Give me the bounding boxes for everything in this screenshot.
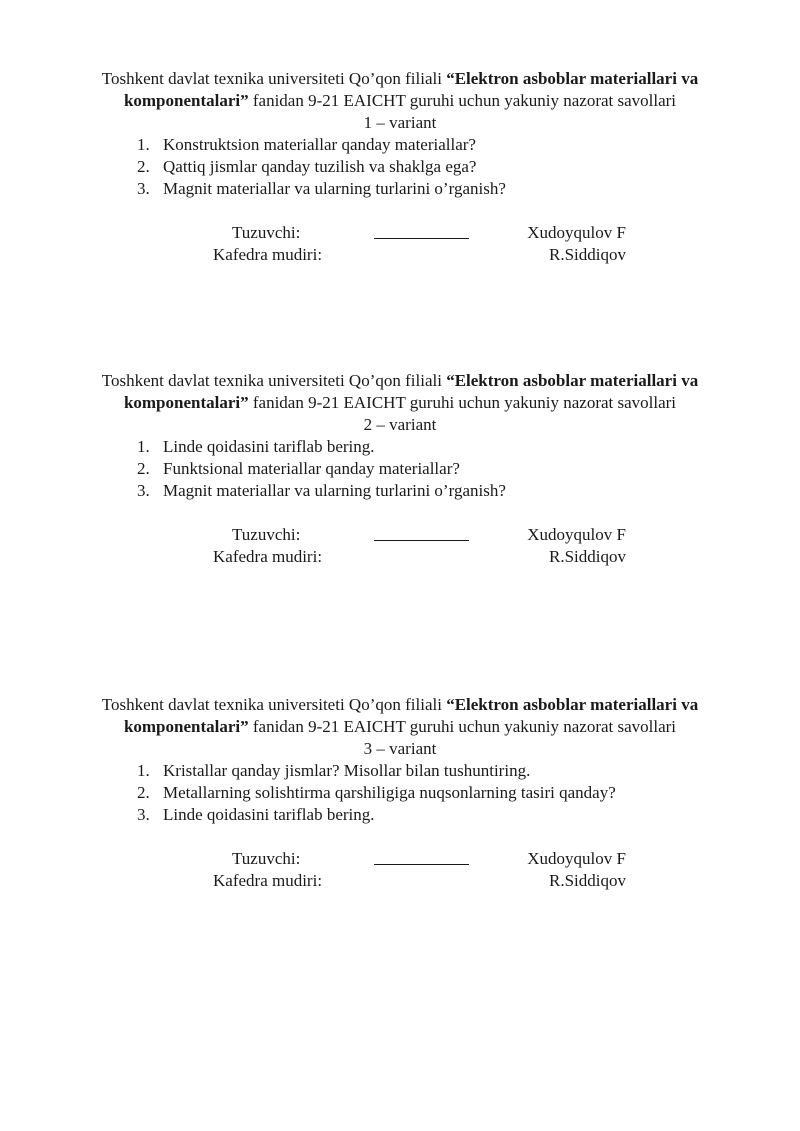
compiler-label: Tuzuvchi: — [232, 223, 301, 242]
question-number: 2. — [137, 459, 150, 478]
question-number: 2. — [137, 157, 150, 176]
question-text: Qattiq jismlar qanday tuzilish va shaklga ega? — [163, 157, 477, 176]
head-name: R.Siddiqov — [549, 547, 626, 566]
question-item — [137, 436, 757, 458]
question-number: 3. — [137, 179, 150, 198]
document-header — [90, 68, 710, 112]
variant-title: 1 – variant — [363, 113, 437, 132]
head-label: Kafedra mudiri: — [213, 245, 323, 264]
question-text: Linde qoidasini tariflab bering. — [163, 437, 375, 456]
compiler-name: Xudoyqulov F — [527, 525, 626, 544]
compiler-label: Tuzuvchi: — [232, 525, 301, 544]
question-item — [137, 458, 757, 480]
signature-block — [0, 524, 800, 568]
question-number: 1. — [137, 761, 150, 780]
question-number: 3. — [137, 481, 150, 500]
compiler-label: Tuzuvchi: — [232, 849, 301, 868]
header-suffix: fanidan 9-21 EAICHT guruhi uchun yakuniy nazorat savollari — [248, 717, 677, 736]
signature-block — [0, 848, 800, 892]
subject-title: “Elektron asboblar materiallari va komponentalari” — [123, 695, 699, 736]
signature-line — [374, 238, 469, 239]
question-number: 1. — [137, 437, 150, 456]
variant-block-3 — [0, 694, 800, 892]
question-text: Konstruktsion materiallar qanday materiallar? — [163, 135, 476, 154]
document-header — [90, 370, 710, 414]
variant-title: 3 – variant — [363, 739, 437, 758]
header-suffix: fanidan 9-21 EAICHT guruhi uchun yakuniy nazorat savollari — [248, 393, 677, 412]
question-item — [137, 804, 757, 826]
signature-block — [0, 222, 800, 266]
header-prefix: Toshkent davlat texnika universiteti Qo’qon filiali — [101, 69, 447, 88]
header-prefix: Toshkent davlat texnika universiteti Qo’qon filiali — [101, 695, 447, 714]
question-number: 2. — [137, 783, 150, 802]
question-text: Funktsional materiallar qanday materiallar? — [163, 459, 460, 478]
question-item — [137, 480, 757, 502]
question-item — [137, 760, 757, 782]
variant-title: 2 – variant — [363, 415, 437, 434]
compiler-name: Xudoyqulov F — [527, 849, 626, 868]
question-item — [137, 156, 757, 178]
question-item — [137, 782, 757, 804]
variant-block-2 — [0, 370, 800, 568]
signature-line — [374, 540, 469, 541]
variant-block-1 — [0, 68, 800, 266]
head-name: R.Siddiqov — [549, 871, 626, 890]
question-list — [137, 436, 757, 502]
head-label: Kafedra mudiri: — [213, 547, 323, 566]
head-label: Kafedra mudiri: — [213, 871, 323, 890]
question-text: Metallarning solishtirma qarshiligiga nuqsonlarning tasiri qanday? — [163, 783, 616, 802]
question-text: Magnit materiallar va ularning turlarini o’rganish? — [163, 179, 506, 198]
signature-line — [374, 864, 469, 865]
subject-title: “Elektron asboblar materiallari va komponentalari” — [123, 69, 699, 110]
subject-title: “Elektron asboblar materiallari va komponentalari” — [123, 371, 699, 412]
question-item — [137, 178, 757, 200]
compiler-name: Xudoyqulov F — [527, 223, 626, 242]
question-text: Linde qoidasini tariflab bering. — [163, 805, 375, 824]
question-text: Kristallar qanday jismlar? Misollar bilan tushuntiring. — [163, 761, 531, 780]
question-text: Magnit materiallar va ularning turlarini o’rganish? — [163, 481, 506, 500]
question-number: 3. — [137, 805, 150, 824]
head-name: R.Siddiqov — [549, 245, 626, 264]
question-list — [137, 134, 757, 200]
document-header — [90, 694, 710, 738]
question-list — [137, 760, 757, 826]
header-prefix: Toshkent davlat texnika universiteti Qo’qon filiali — [101, 371, 447, 390]
question-number: 1. — [137, 135, 150, 154]
question-item — [137, 134, 757, 156]
header-suffix: fanidan 9-21 EAICHT guruhi uchun yakuniy nazorat savollari — [248, 91, 677, 110]
